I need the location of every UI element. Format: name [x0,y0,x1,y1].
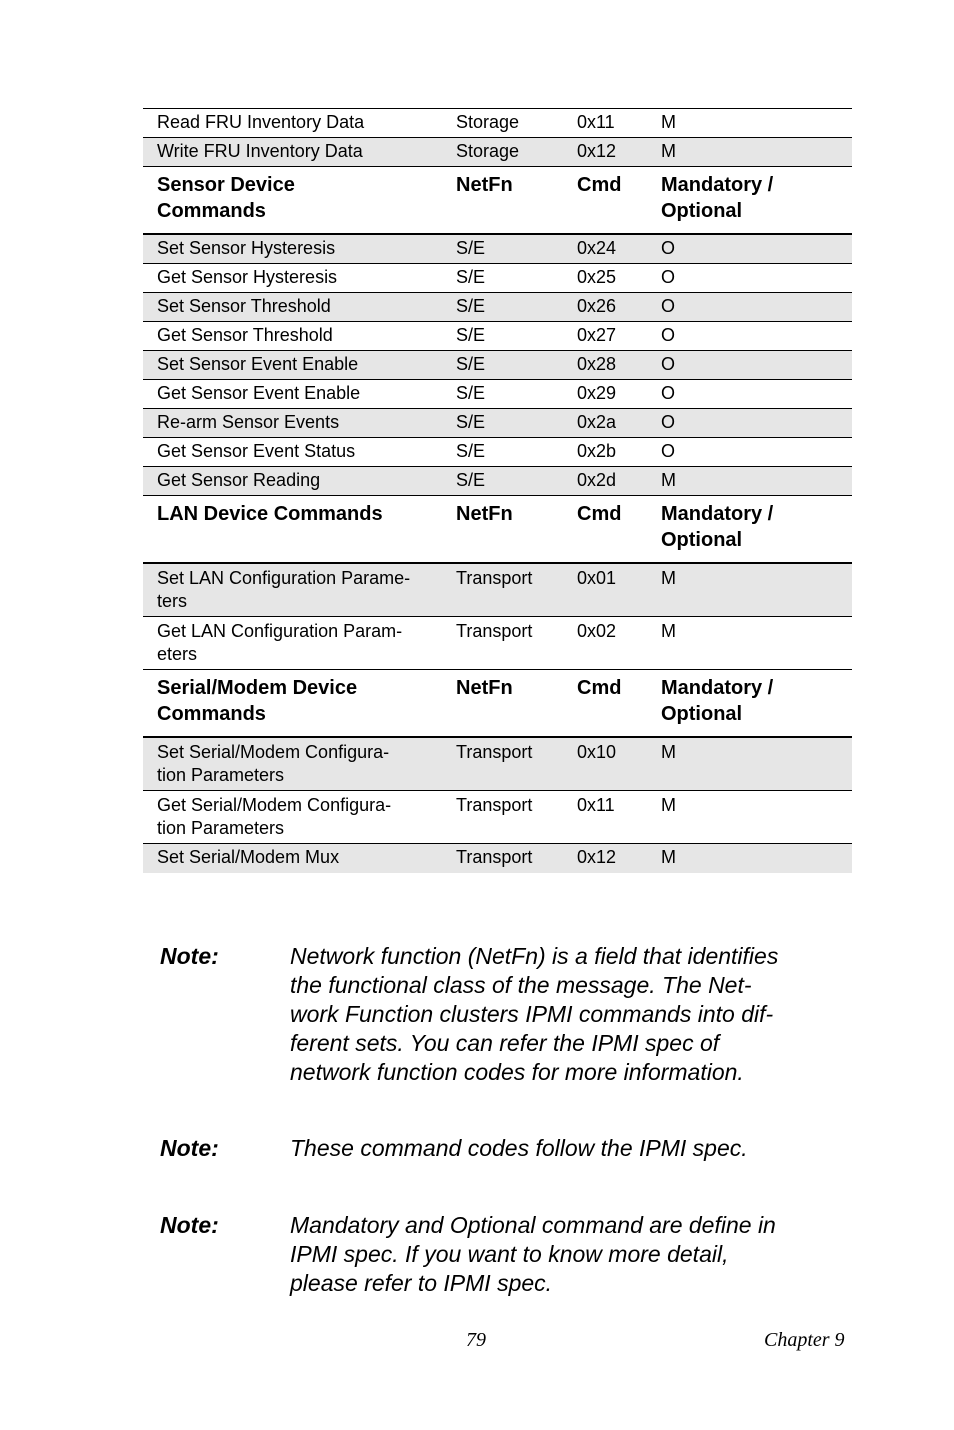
command-name: Set Sensor Event Enable [157,354,359,374]
cmd-value: 0x12 [577,141,617,161]
command-name: Get Sensor Threshold [157,325,333,345]
netfn-value: Storage [456,112,520,132]
netfn-value: Transport [456,742,533,762]
table-row [143,264,852,293]
command-name: Get Serial/Modem Configura- tion Parameters [157,795,392,838]
section-title: LAN Device Commands [157,503,383,525]
cmd-value: 0x11 [577,795,615,815]
mandatory-value: M [661,847,676,867]
mandatory-column-header: Mandatory / Optional [661,677,774,725]
mandatory-value: O [661,238,676,258]
netfn-value: S/E [456,441,486,461]
table-row [143,467,852,496]
command-name: Set Sensor Threshold [157,296,331,316]
command-name: Get Sensor Event Enable [157,383,361,403]
table-row [143,409,852,438]
note-label: Note: [160,1212,219,1238]
netfn-value: S/E [456,267,486,287]
cmd-value: 0x2b [577,441,617,461]
command-name: Write FRU Inventory Data [157,141,363,161]
mandatory-value: O [661,412,676,432]
cmd-value: 0x24 [577,238,617,258]
table-row [143,293,852,322]
netfn-value: Storage [456,141,520,161]
mandatory-value: O [661,441,676,461]
netfn-value: S/E [456,470,486,490]
table-row [143,235,852,264]
mandatory-value: O [661,354,676,374]
note-netfn [160,942,820,1092]
cmd-value: 0x11 [577,112,615,132]
cmd-value: 0x2d [577,470,617,490]
netfn-value: Transport [456,621,533,641]
table-row [143,322,852,351]
mandatory-value: O [661,325,676,345]
mandatory-column-header: Mandatory / Optional [661,174,774,222]
command-name: Re-arm Sensor Events [157,412,340,432]
note-text: Network function (NetFn) is a field that identifies the functional class of the message. The Net- work Function clusters IPMI commands into dif- ferent sets. You can refer the IPMI spec of network function codes for more information. [290,943,779,1085]
table-row [143,438,852,467]
cmd-column-header: Cmd [577,677,622,699]
section-title: Sensor Device Commands [157,174,295,222]
cmd-value: 0x25 [577,267,617,287]
command-name: Get LAN Configuration Param- eters [157,621,403,664]
cmd-value: 0x28 [577,354,617,374]
mandatory-value: M [661,742,676,762]
sensor-section-header [143,167,852,235]
mandatory-value: O [661,383,676,403]
table-row [143,380,852,409]
cmd-value: 0x02 [577,621,617,641]
mandatory-value: M [661,141,676,161]
netfn-value: Transport [456,568,533,588]
note-label: Note: [160,943,219,969]
cmd-value: 0x27 [577,325,617,345]
cmd-value: 0x26 [577,296,617,316]
netfn-value: Transport [456,795,533,815]
command-name: Set Serial/Modem Configura- tion Parameters [157,742,390,785]
netfn-value: S/E [456,383,486,403]
netfn-value: S/E [456,238,486,258]
command-name: Get Sensor Event Status [157,441,356,461]
cmd-column-header: Cmd [577,174,622,196]
netfn-value: S/E [456,325,486,345]
mandatory-value: M [661,568,676,588]
command-name: Get Sensor Hysteresis [157,267,338,287]
page-number: 79 [466,1329,486,1351]
note-command-codes [160,1134,820,1166]
section-title: Serial/Modem Device Commands [157,677,358,725]
note-text: Mandatory and Optional command are define in IPMI spec. If you want to know more detail, please refer to IPMI spec. [290,1212,776,1296]
mandatory-value: O [661,267,676,287]
table-row [143,564,852,617]
note-text: These command codes follow the IPMI spec. [290,1135,748,1161]
table-row [143,351,852,380]
mandatory-value: M [661,112,676,132]
cmd-value: 0x12 [577,847,617,867]
netfn-column-header: NetFn [456,503,513,525]
cmd-column-header: Cmd [577,503,622,525]
command-name: Get Sensor Reading [157,470,321,490]
note-label: Note: [160,1135,219,1161]
command-name: Set Sensor Hysteresis [157,238,336,258]
table-row [143,791,852,844]
netfn-column-header: NetFn [456,174,513,196]
netfn-value: S/E [456,354,486,374]
mandatory-value: M [661,470,676,490]
lan-section-header [143,496,852,564]
command-name: Set Serial/Modem Mux [157,847,340,867]
netfn-value: S/E [456,412,486,432]
netfn-value: Transport [456,847,533,867]
cmd-value: 0x2a [577,412,617,432]
table-row [143,617,852,670]
mandatory-value: O [661,296,676,316]
serial-section-header [143,670,852,738]
table-row [143,109,852,138]
chapter-label: Chapter 9 [764,1329,845,1351]
cmd-value: 0x29 [577,383,617,403]
table-row [143,138,852,167]
netfn-value: S/E [456,296,486,316]
table-row [143,844,852,873]
netfn-column-header: NetFn [456,677,513,699]
table-row [143,738,852,791]
cmd-value: 0x01 [577,568,617,588]
command-name: Read FRU Inventory Data [157,112,365,132]
mandatory-column-header: Mandatory / Optional [661,503,774,551]
mandatory-value: M [661,795,676,815]
cmd-value: 0x10 [577,742,617,762]
mandatory-value: M [661,621,676,641]
ipmi-command-table [143,108,852,873]
command-name: Set LAN Configuration Parame- ters [157,568,411,611]
note-mandatory-optional [160,1211,820,1303]
